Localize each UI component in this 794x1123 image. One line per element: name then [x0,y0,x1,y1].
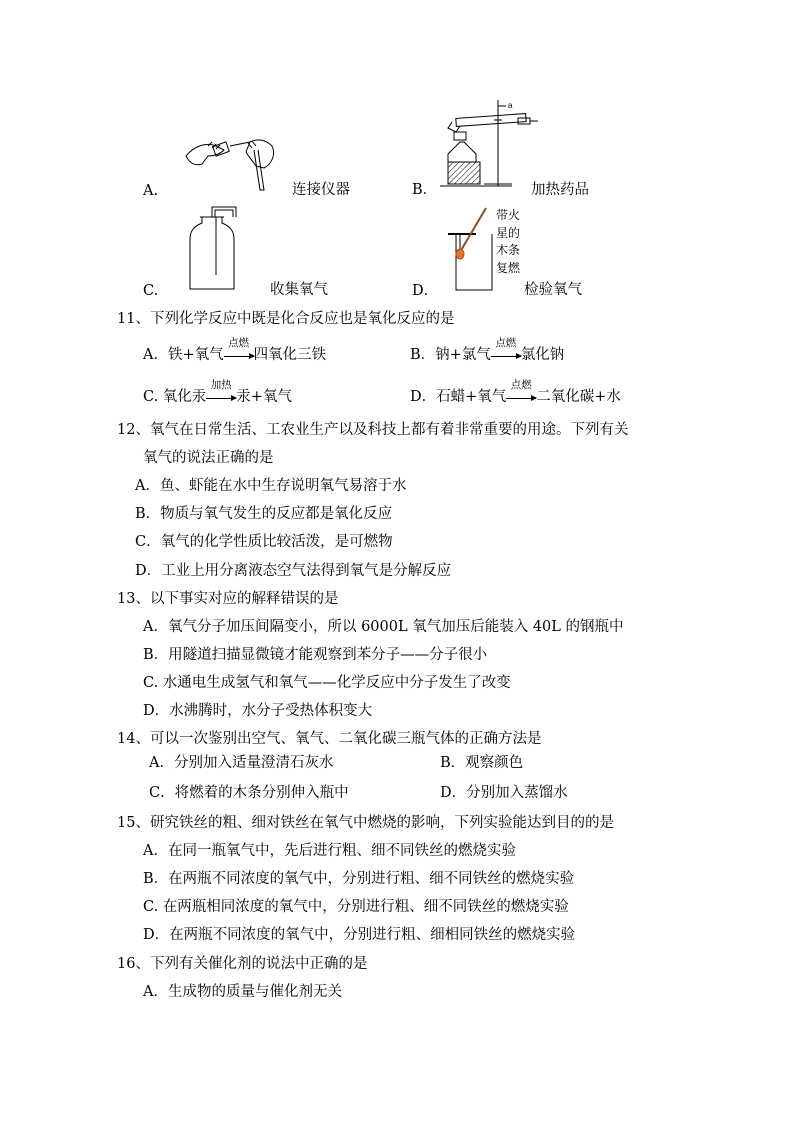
q11-option-b: B．钠+氯气 点燃 氯化钠 [410,337,565,363]
q12-option-c: C．氧气的化学性质比较活泼，是可燃物 [135,534,393,550]
option-a-letter: A. [143,183,159,199]
reaction-arrow: 点燃 [491,346,521,364]
q13-option-d: D．水沸腾时，水分子受热体积变大 [143,703,373,719]
q16-stem: 16、下列有关催化剂的说法中正确的是 [117,956,368,972]
q12-stem-line2: 氧气的说法正确的是 [143,450,274,466]
apparatus-mark-a: a [508,101,513,110]
q11-stem: 11、下列化学反应中既是化合反应也是氧化反应的是 [117,311,455,327]
q11-option-a: A．铁+氧气 点燃 四氧化三铁 [143,337,327,363]
q12-option-b: B．物质与氧气发生的反应都是氧化反应 [135,506,393,522]
q13-option-b: B．用隧道扫描显微镜才能观察到苯分子——分子很小 [143,647,488,663]
reaction-arrow: 加热 [206,388,236,406]
q12-stem-line1: 12、氧气在日常生活、工农业生产以及科技上都有着非常重要的用途。下列有关 [117,422,629,438]
connect-instruments-figure [180,132,280,194]
q13-stem: 13、以下事实对应的解释错误的是 [117,591,339,607]
q15-option-a: A．在同一瓶氧气中，先后进行粗、细不同铁丝的燃烧实验 [143,843,516,859]
q13-option-c: C. 水通电生成氢气和氧气——化学反应中分子发生了改变 [143,675,511,691]
q14-option-b: B．观察颜色 [440,755,524,771]
option-b-label: 加热药品 [531,182,589,198]
q14-option-a: A．分别加入适量澄清石灰水 [149,755,334,771]
option-c-label: 收集氧气 [270,282,328,298]
option-d-label: 检验氧气 [524,282,582,298]
option-b-letter: B． [412,182,438,198]
q11-option-d: D．石蜡+氧气 点燃 二氧化碳+水 [410,379,621,405]
q16-option-a: A．生成物的质量与催化剂无关 [143,984,342,1000]
reaction-arrow: 点燃 [224,346,254,364]
q15-option-d: D．在两瓶不同浓度的氧气中，分别进行粗、细相同铁丝的燃烧实验 [143,927,576,943]
q12-option-a: A．鱼、虾能在水中生存说明氧气易溶于水 [135,478,407,494]
splint-note-1: 带火 [496,208,521,222]
q15-option-c: C. 在两瓶相同浓度的氧气中，分别进行粗、细不同铁丝的燃烧实验 [143,899,569,915]
q11-option-c: C. 氧化汞 加热 汞+氧气 [143,379,292,405]
gas-collecting-bottle-figure [186,205,242,291]
q14-option-d: D．分别加入蒸馏水 [440,785,568,801]
splint-note-2: 星的 [496,226,521,240]
option-a-label: 连接仪器 [292,182,350,198]
splint-note-4: 复燃 [496,261,521,275]
oxygen-test-figure [446,206,502,292]
splint-note-3: 木条 [496,243,521,257]
q15-option-b: B．在两瓶不同浓度的氧气中，分别进行粗、细不同铁丝的燃烧实验 [143,871,575,887]
q15-stem: 15、研究铁丝的粗、细对铁丝在氧气中燃烧的影响，下列实验能达到目的的是 [117,815,614,831]
q14-option-c: C．将燃着的木条分别伸入瓶中 [149,785,349,801]
option-c-letter: C. [143,283,159,299]
q13-option-a: A．氧气分子加压间隔变小，所以 6000L 氧气加压后能装入 40L 的钢瓶中 [143,619,624,635]
reaction-arrow: 点燃 [506,388,536,406]
q14-stem: 14、可以一次鉴别出空气、氧气、二氧化碳三瓶气体的正确方法是 [117,731,542,747]
q12-option-d: D．工业上用分离液态空气法得到氧气是分解反应 [135,563,452,579]
option-d-letter: D． [412,283,439,299]
heating-apparatus-figure [438,98,540,190]
